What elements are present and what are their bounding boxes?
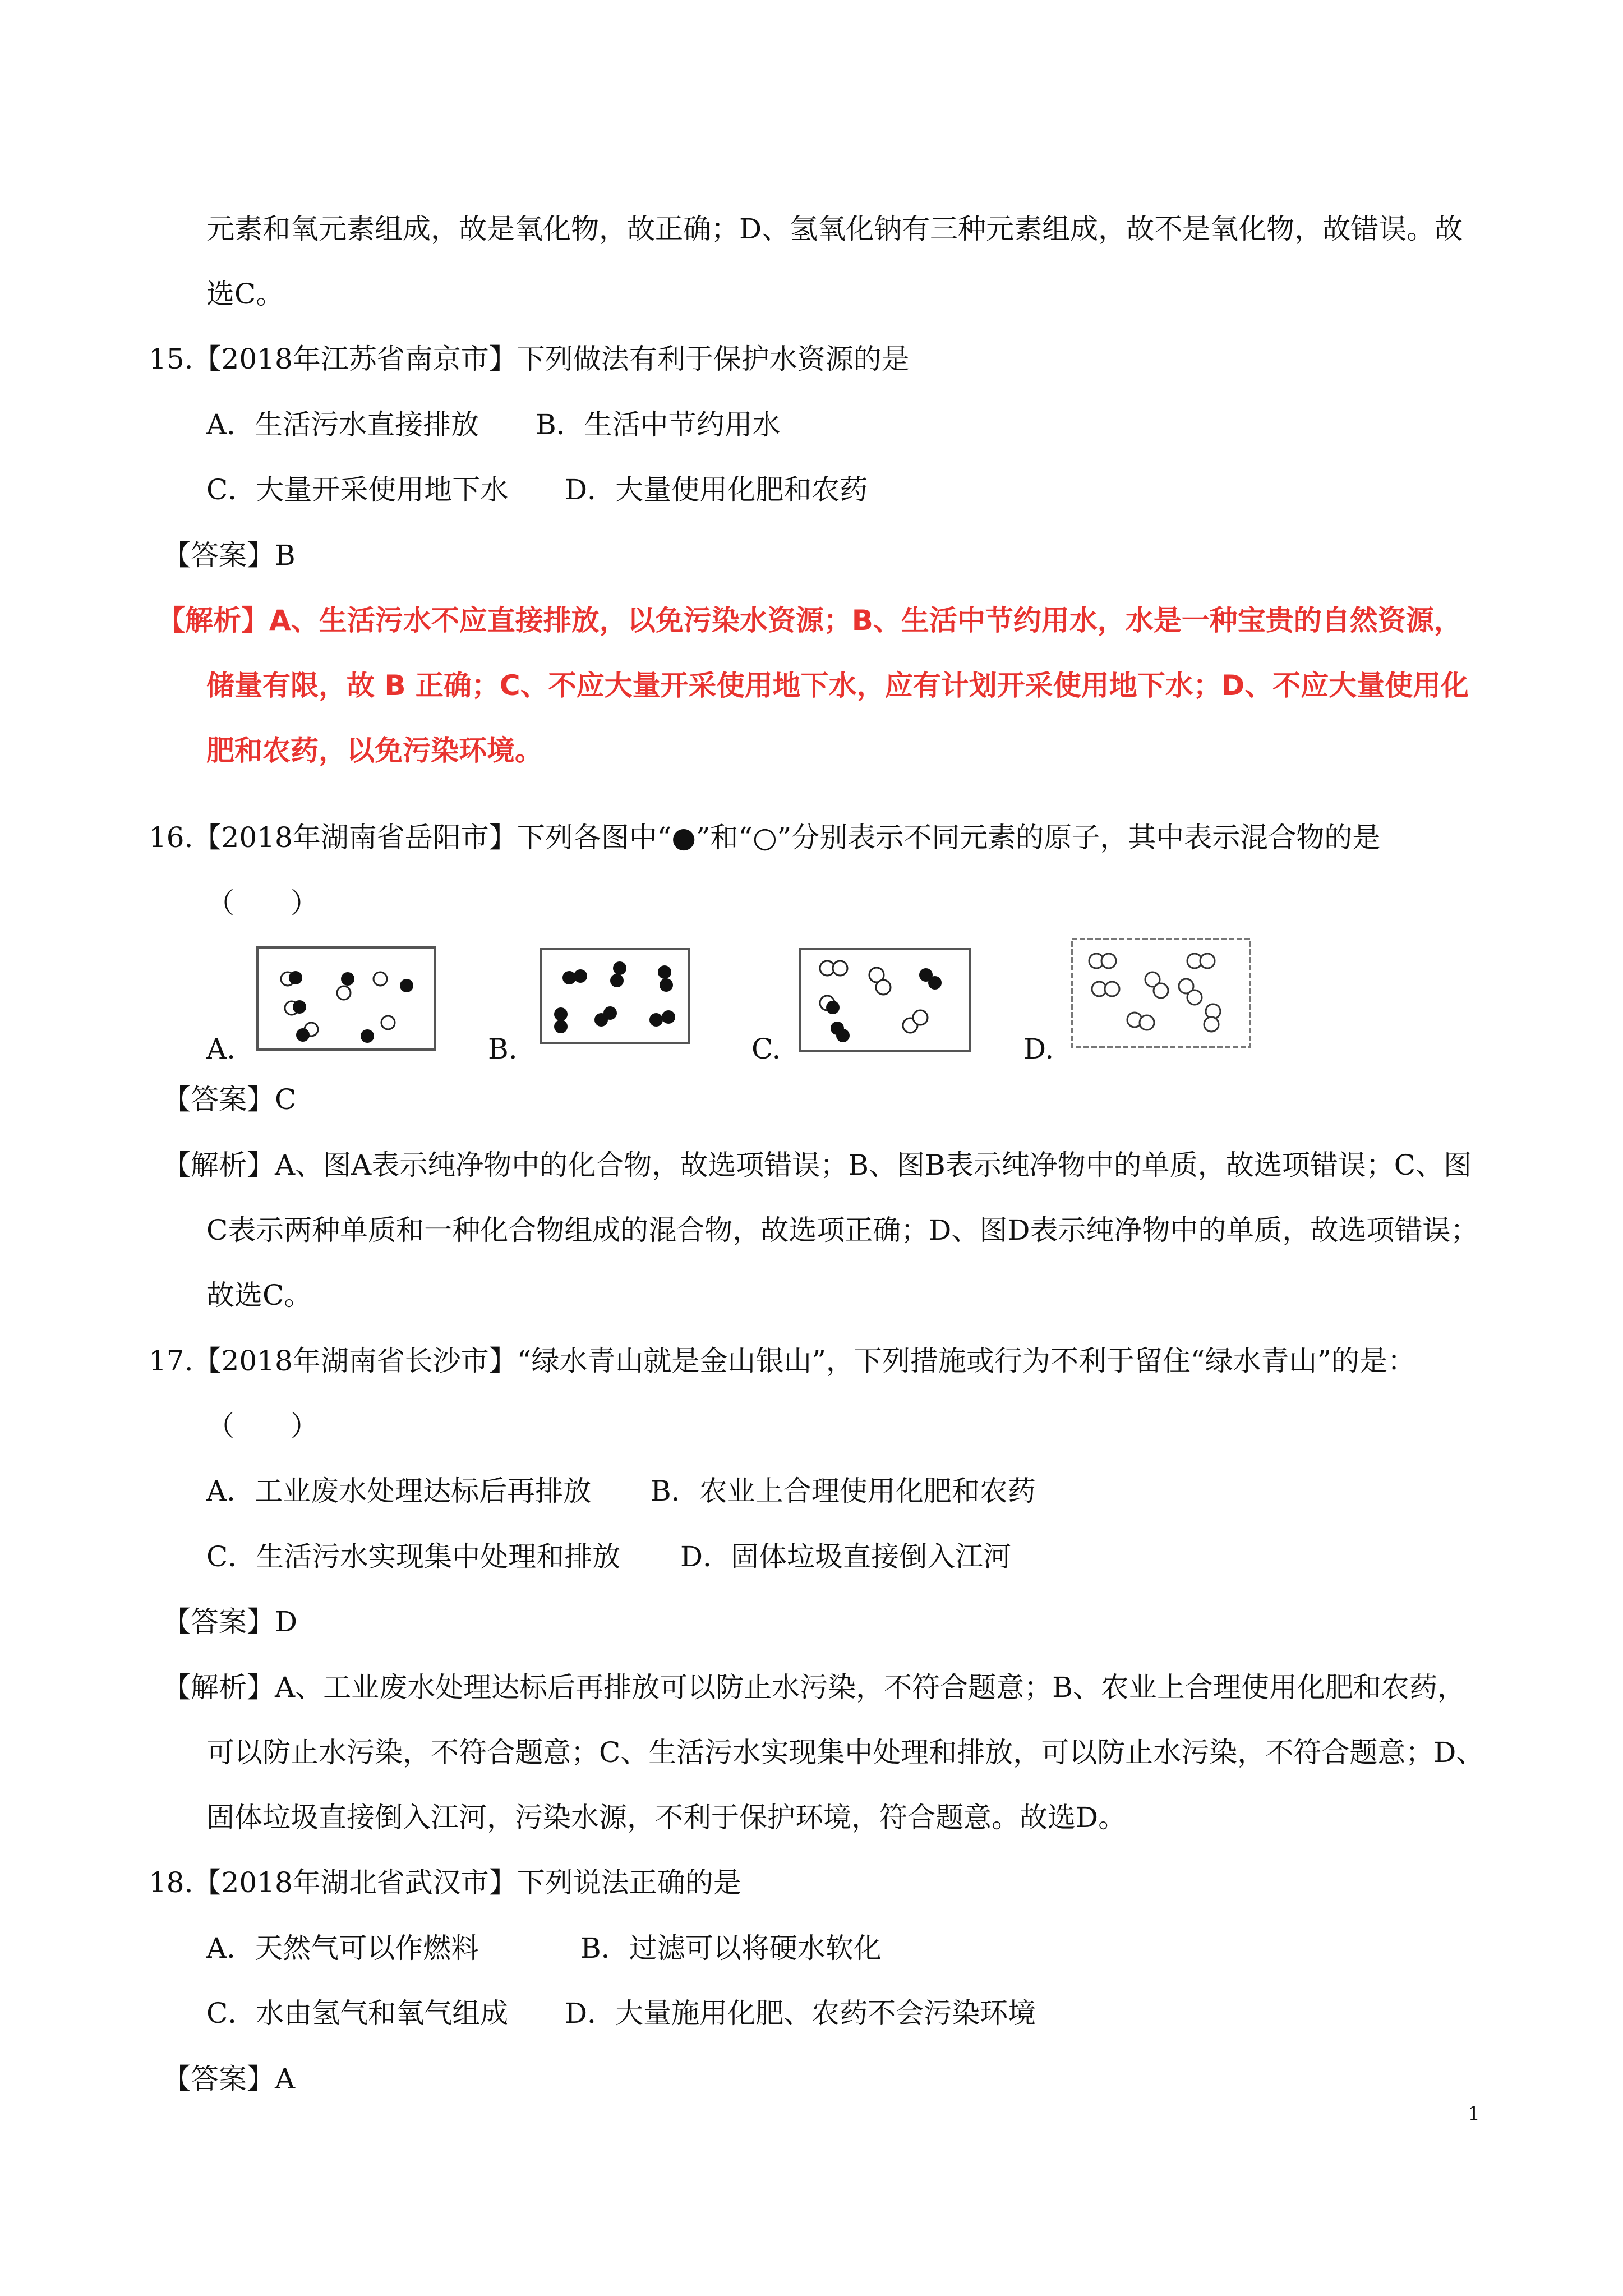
q18-answer: 【答案】A — [163, 2063, 296, 2095]
q16-answer: 【答案】C — [163, 1083, 297, 1116]
q15-option-b: B．生活中节约用水 — [536, 408, 781, 441]
q18-option-b: B．过滤可以将硬水软化 — [580, 1932, 882, 1964]
q18-option-d: D．大量施用化肥、农药不会污染环境 — [565, 1997, 1036, 2030]
q17-option-a: A．工业废水处理达标后再排放 — [206, 1475, 592, 1507]
q16-explanation-2: C表示两种单质和一种化合物组成的混合物，故选项正确；D、图D表示纯净物中的单质，故选项错误； — [206, 1214, 1479, 1246]
q16-label-b: B. — [488, 1033, 518, 1065]
q18-stem: 18.【2018年湖北省武汉市】下列说法正确的是 — [149, 1866, 741, 1899]
q15-option-d: D．大量使用化肥和农药 — [565, 473, 868, 506]
q16-label-c: C. — [751, 1033, 781, 1065]
q16-diagram-b — [538, 947, 691, 1045]
q15-explanation-2: 储量有限，故 B 正确；C、不应大量开采使用地下水，应有计划开采使用地下水；D、不应大量使用化 — [206, 669, 1469, 702]
q16-answer-blank: （ ） — [206, 887, 319, 919]
q15-answer: 【答案】B — [163, 539, 296, 572]
intro-line-1: 元素和氧元素组成，故是氧化物，故正确；D、氢氧化钠有三种元素组成，故不是氧化物，故错误。故 — [206, 213, 1463, 245]
page-number: 1 — [1468, 2102, 1480, 2125]
q16-explanation-3: 故选C。 — [206, 1279, 312, 1312]
q15-option-a: A．生活污水直接排放 — [206, 408, 479, 441]
q15-explanation-1: 【解析】A、生活污水不应直接排放，以免污染水资源；B、生活中节约用水，水是一种宝贵的自然资源， — [157, 604, 1462, 637]
q18-option-a: A．天然气可以作燃料 — [206, 1932, 479, 1964]
q17-option-b: B．农业上合理使用化肥和农药 — [651, 1475, 1036, 1507]
q17-stem: 17.【2018年湖南省长沙市】“绿水青山就是金山银山”，下列措施或行为不利于留住“绿水青山”的是： — [149, 1345, 1416, 1377]
q16-diagram-d — [1068, 936, 1253, 1051]
q17-answer-blank: （ ） — [206, 1410, 319, 1442]
q17-explanation-1: 【解析】A、工业废水处理达标后再排放可以防止水污染，不符合题意；B、农业上合理使用化肥和农药， — [163, 1671, 1465, 1704]
q17-explanation-2: 可以防止水污染，不符合题意；C、生活污水实现集中处理和排放，可以防止水污染，不符合题意；D、 — [206, 1736, 1484, 1769]
q17-answer: 【答案】D — [163, 1605, 298, 1638]
q16-label-d: D. — [1023, 1033, 1054, 1065]
q15-option-c: C．大量开采使用地下水 — [206, 473, 509, 506]
q15-explanation-3: 肥和农药，以免污染环境。 — [206, 734, 543, 767]
q18-option-c: C．水由氢气和氧气组成 — [206, 1997, 509, 2030]
q17-explanation-3: 固体垃圾直接倒入江河，污染水源，不利于保护环境，符合题意。故选D。 — [206, 1801, 1127, 1834]
q16-explanation-1: 【解析】A、图A表示纯净物中的化合物，故选项错误；B、图B表示纯净物中的单质，故选项错误；C、图 — [163, 1149, 1472, 1181]
q17-option-c: C．生活污水实现集中处理和排放 — [206, 1540, 621, 1573]
q16-diagram-c — [798, 947, 972, 1053]
q15-stem: 15.【2018年江苏省南京市】下列做法有利于保护水资源的是 — [149, 343, 910, 375]
q17-option-d: D．固体垃圾直接倒入江河 — [680, 1540, 1012, 1573]
q16-label-a: A. — [206, 1033, 236, 1065]
q16-stem: 16.【2018年湖南省岳阳市】下列各图中“●”和“○”分别表示不同元素的原子，其中表示混合物的是 — [149, 821, 1381, 854]
intro-line-2: 选C。 — [206, 278, 284, 310]
q16-diagram-a — [255, 945, 437, 1052]
